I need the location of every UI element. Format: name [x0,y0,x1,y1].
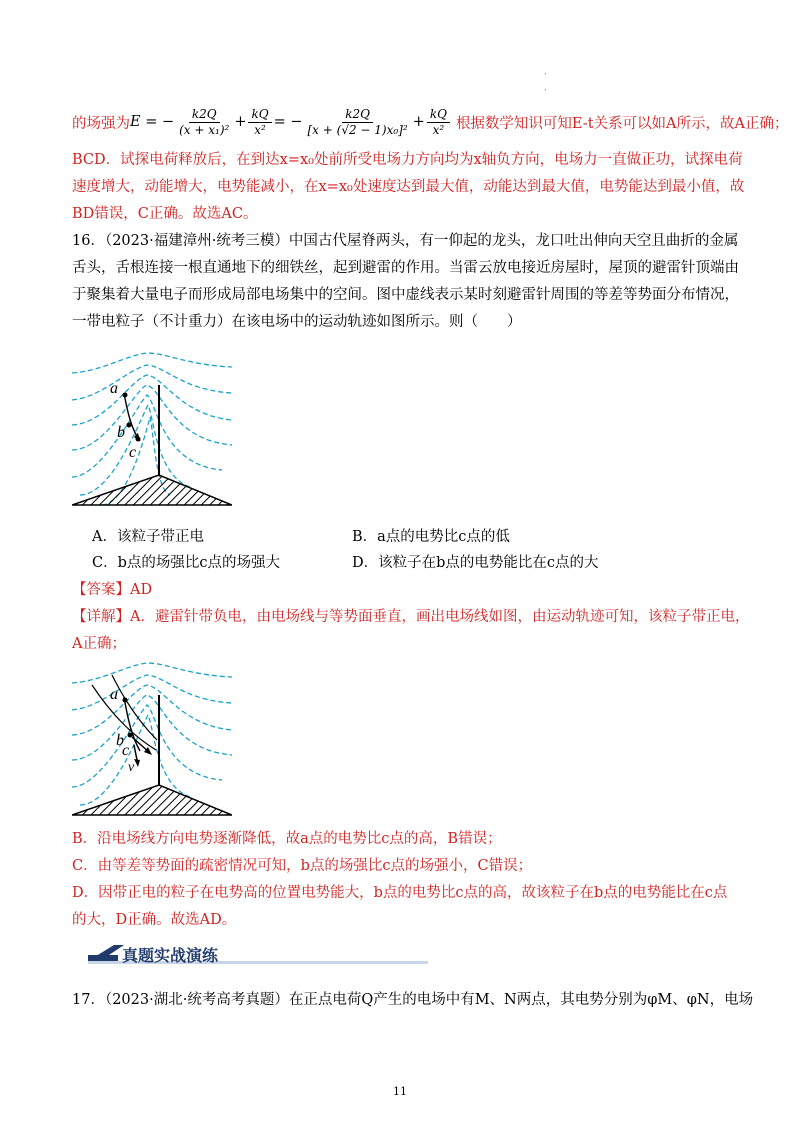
field-lines-figure [72,655,232,825]
fraction-4: $\frac{kQ}{\text{x²}}$ [427,107,450,138]
formula-E: E = − [130,114,175,130]
answer-value: AD [130,582,153,598]
option-d[interactable]: D．该粒子在b点的电势能比在c点的大 [352,555,599,571]
q16-stem-line-2: 舌头，舌根连接一根直通地下的细铁丝，起到避雷的作用。当雷云放电接近房屋时，屋顶的避雷针顶端由 [72,260,739,276]
q15-tail-line-2: 速度增大，动能增大，电势能减小，在x=x₀处速度达到最大值，动能达到最大值，电势能达到最小值，故 [72,179,745,195]
detail-b: B．沿电场线方向电势逐渐降低，故a点的电势比c点的高，B错误； [72,831,502,847]
formula-suffix: 根据数学知识可知E-t关系可以如A所示，故A正确； [455,115,789,132]
q15-tail-line-1: BCD．试探电荷释放后，在到达x=x₀处前所受电场力方向均为x轴负方向，电场力一直做正功，试探电荷 [72,152,743,168]
detail-tag: 【详解】 [72,609,130,625]
option-c[interactable]: C．b点的场强比c点的场强大 [92,555,280,571]
label-b: b [116,732,124,749]
option-a[interactable]: A．该粒子带正电 [92,529,204,545]
header-mark-2: · [544,86,547,96]
detail-d-1: D．因带正电的粒子在电势高的位置电势能大，b点的电势比c点的高，故该粒子在b点的电势能比在c点 [72,885,728,901]
formula-line [72,100,788,144]
detail-line-2: A正确； [72,636,126,652]
fraction-1: $\frac{k2Q}{\text{(x + x₁)²}}$ [179,106,230,137]
page-number: 11 [393,1085,407,1098]
section-banner-title: 真题实战演练 [122,946,219,965]
point-c [136,437,141,442]
label-v: v [128,760,135,775]
detail-c: C．由等差等势面的疏密情况可知，b点的场强比c点的场强小，C错误； [72,858,533,874]
answer-tag: 【答案】 [72,582,130,598]
label-c: c [129,444,137,461]
label-b: b [117,424,125,441]
detail-line-1: 【详解】A．避雷针带负电，由电场线与等势面垂直，画出电场线如图，由运动轨迹可知，该粒子带正电， [72,609,750,625]
option-b[interactable]: B．a点的电势比c点的低 [352,529,510,545]
label-c: c [122,742,130,759]
lightning-rod-figure [72,345,232,515]
point-b [127,423,132,428]
q16-stem-line-4: 一带电粒子（不计重力）在该电场中的运动轨迹如图所示。则（ ） [72,314,522,330]
formula: E = − $\frac{k2Q}{\text{(x + x₁)²}}$ + $\frac{kQ}{\text{x²}}$ = − $\frac{k2Q}{\text{[x + (√2 − 1)x₀]²}}$ + $\frac{kQ}{\text{x²}}$ [130,107,452,138]
formula-prefix: 的场强为 [72,115,130,132]
roof-ground [72,475,232,505]
fraction-3: $\frac{k2Q}{\text{[x + (√2 − 1)x₀]²}}$ [307,106,408,137]
answer-line [72,580,728,600]
fraction-2: $\frac{kQ}{\text{x²}}$ [248,107,271,138]
roof-ground [72,785,232,815]
label-a: a [110,686,118,703]
label-a: a [110,380,118,397]
q16-stem-line-1: 16．（2023·福建漳州·统考三模）中国古代屋脊两头，有一仰起的龙头，龙口吐出伸向天空且曲折的金属 [72,233,739,249]
section-banner [88,943,428,967]
q17-stem: 17．（2023·湖北·统考高考真题）在正点电荷Q产生的电场中有M、N两点，其电势分别为φM、φN，电场 [72,992,754,1008]
detail-d-2: 的大，D正确。故选AD。 [72,912,237,928]
header-mark: · [544,70,547,80]
q15-tail-line-3: BD错误，C正确。故选AC。 [72,206,258,222]
point-a [123,393,128,398]
q16-stem-line-3: 于聚集着大量电子而形成局部电场集中的空间。图中虚线表示某时刻避雷针周围的等差等势面分布情况， [72,287,739,303]
